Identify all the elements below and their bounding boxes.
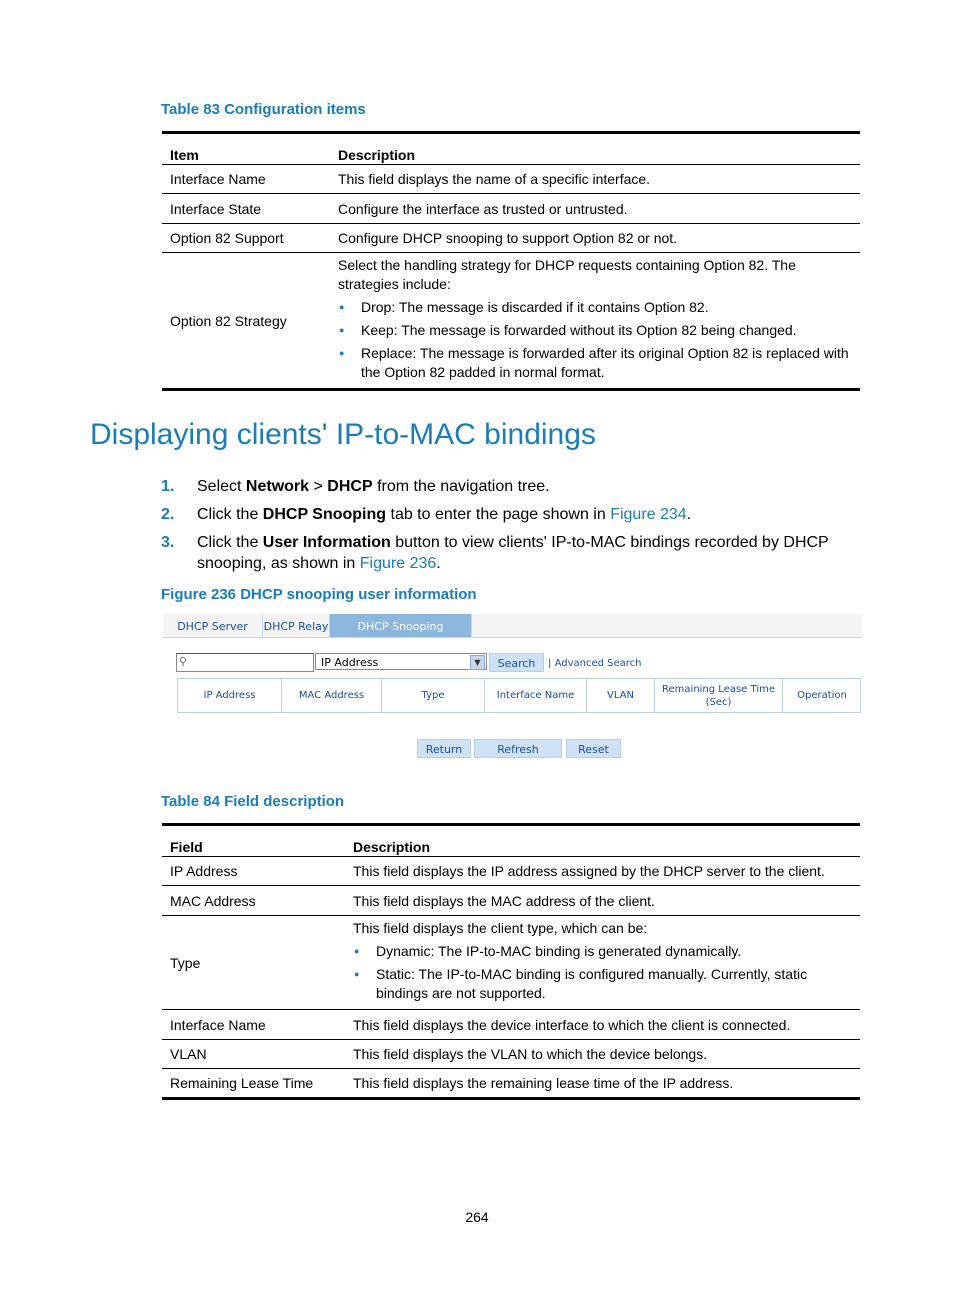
search-button[interactable]: Search bbox=[489, 653, 544, 672]
item-cell: Option 82 Support bbox=[162, 224, 330, 253]
type-intro: This field displays the client type, which can be: bbox=[353, 919, 648, 936]
select-value: IP Address bbox=[321, 656, 379, 669]
search-icon: ⚲ bbox=[179, 655, 188, 668]
item-cell: Interface Name bbox=[170, 171, 266, 187]
list-item: ● Drop: The message is discarded if it contains Option 82. bbox=[361, 298, 852, 317]
table-header-row bbox=[162, 133, 860, 165]
table-84-caption: Table 84 Field description bbox=[161, 793, 345, 810]
list-item: ● Keep: The message is forwarded without its Option 82 being changed. bbox=[361, 321, 852, 340]
step-item bbox=[161, 532, 871, 574]
step-bold: DHCP Snooping bbox=[262, 506, 387, 523]
page-number: 264 bbox=[465, 1209, 489, 1225]
figure-236-caption: Figure 236 DHCP snooping user information bbox=[161, 586, 477, 603]
field-cell: VLAN bbox=[162, 1040, 345, 1069]
figure-236-link[interactable]: Figure 236 bbox=[359, 555, 437, 572]
table-row bbox=[162, 194, 860, 224]
section-title: Displaying clients' IP-to-MAC bindings bbox=[90, 418, 596, 451]
step-text: button to view clients' IP-to-MAC bindings recorded by DHCP snooping, as shown in bbox=[197, 534, 829, 572]
step-item bbox=[161, 476, 871, 497]
table-row bbox=[162, 1040, 860, 1069]
step-item bbox=[161, 504, 871, 525]
user-info-table-header bbox=[177, 678, 861, 713]
search-input[interactable] bbox=[176, 653, 314, 672]
description-cell: This field displays the name of a specific interface. bbox=[338, 171, 651, 187]
strategy-list bbox=[338, 298, 852, 382]
step-bold: User Information bbox=[262, 534, 391, 551]
column-header-description: Description bbox=[345, 825, 860, 857]
refresh-button[interactable]: Refresh bbox=[474, 739, 562, 758]
description-cell bbox=[345, 916, 860, 1010]
item-cell: Option 82 Strategy bbox=[162, 253, 330, 390]
advanced-search-link[interactable]: | Advanced Search bbox=[548, 658, 642, 669]
advanced-search-label: Advanced Search bbox=[554, 658, 642, 669]
configuration-items-table bbox=[162, 131, 860, 391]
list-item: ● Replace: The message is forwarded after its original Option 82 is replaced with the Option 82 padded in normal format. bbox=[361, 344, 852, 382]
tab-dhcp-relay[interactable]: DHCP Relay bbox=[263, 614, 330, 637]
column-mac-address[interactable]: MAC Address bbox=[282, 679, 382, 712]
type-list bbox=[353, 942, 852, 1003]
step-number: 2. bbox=[161, 506, 175, 523]
step-number: 1. bbox=[161, 478, 175, 495]
description-cell bbox=[330, 253, 860, 390]
field-cell: MAC Address bbox=[162, 886, 345, 916]
list-item: ● Static: The IP-to-MAC binding is configured manually. Currently, static bindings are not supported. bbox=[376, 965, 852, 1003]
step-text: from the navigation tree. bbox=[372, 478, 550, 495]
list-item: ● Dynamic: The IP-to-MAC binding is generated dynamically. bbox=[376, 942, 852, 961]
tab-dhcp-snooping[interactable]: DHCP Snooping bbox=[330, 614, 472, 637]
step-text: > bbox=[309, 478, 328, 495]
field-description-table bbox=[162, 823, 860, 1100]
dhcp-snooping-user-info-figure bbox=[163, 614, 862, 764]
step-text: Click the bbox=[197, 534, 263, 551]
column-vlan[interactable]: VLAN bbox=[587, 679, 655, 712]
column-ip-address[interactable]: IP Address bbox=[178, 679, 282, 712]
column-type[interactable]: Type bbox=[382, 679, 485, 712]
description-cell: Configure DHCP snooping to support Option 82 or not. bbox=[330, 224, 860, 253]
step-text: . bbox=[686, 506, 692, 523]
step-text: tab to enter the page shown in bbox=[386, 506, 611, 523]
column-remaining-lease-time[interactable]: Remaining Lease Time (Sec) bbox=[655, 679, 783, 712]
table-row bbox=[162, 916, 860, 1010]
description-cell: This field displays the remaining lease time of the IP address. bbox=[345, 1069, 860, 1099]
column-header-field: Field bbox=[162, 825, 345, 857]
description-cell: This field displays the VLAN to which the device belongs. bbox=[345, 1040, 860, 1069]
column-operation: Operation bbox=[797, 690, 847, 701]
description-cell: Configure the interface as trusted or untrusted. bbox=[330, 194, 860, 224]
description-cell: This field displays the device interface to which the client is connected. bbox=[345, 1010, 860, 1040]
column-interface-name[interactable]: Interface Name bbox=[485, 679, 587, 712]
table-row bbox=[162, 886, 860, 916]
step-number: 3. bbox=[161, 534, 175, 551]
table-row bbox=[162, 857, 860, 886]
step-text: . bbox=[436, 555, 441, 572]
tab-bar bbox=[163, 614, 862, 638]
procedure-steps bbox=[161, 476, 871, 581]
description-cell: This field displays the IP address assigned by the DHCP server to the client. bbox=[353, 863, 825, 879]
strategy-intro: Select the handling strategy for DHCP requests containing Option 82. The strategies include: bbox=[338, 256, 796, 292]
table-row bbox=[162, 1069, 860, 1099]
step-text: Click the bbox=[197, 506, 263, 523]
table-row bbox=[162, 224, 860, 253]
column-header-description: Description bbox=[330, 133, 860, 165]
step-bold: DHCP bbox=[327, 478, 373, 495]
column-header-item: Item bbox=[162, 133, 330, 165]
step-bold: Network bbox=[245, 478, 310, 495]
table-row bbox=[162, 1010, 860, 1040]
item-cell: Interface State bbox=[162, 194, 330, 224]
field-cell: Interface Name bbox=[162, 1010, 345, 1040]
field-cell: Remaining Lease Time bbox=[162, 1069, 345, 1099]
field-cell: IP Address bbox=[170, 863, 238, 879]
search-field-select[interactable] bbox=[315, 653, 487, 670]
return-button[interactable]: Return bbox=[417, 739, 471, 758]
table-row bbox=[162, 253, 860, 390]
figure-234-link[interactable]: Figure 234 bbox=[610, 506, 687, 523]
tab-dhcp-server[interactable]: DHCP Server bbox=[163, 614, 263, 637]
step-text: Select bbox=[197, 478, 246, 495]
table-header-row bbox=[162, 825, 860, 857]
description-cell: This field displays the MAC address of the client. bbox=[345, 886, 860, 916]
reset-button[interactable]: Reset bbox=[566, 739, 621, 758]
table-83-caption: Table 83 Configuration items bbox=[161, 101, 366, 118]
field-cell: Type bbox=[162, 916, 345, 1010]
chevron-down-icon[interactable]: ▼ bbox=[470, 655, 485, 670]
table-row bbox=[162, 165, 860, 194]
